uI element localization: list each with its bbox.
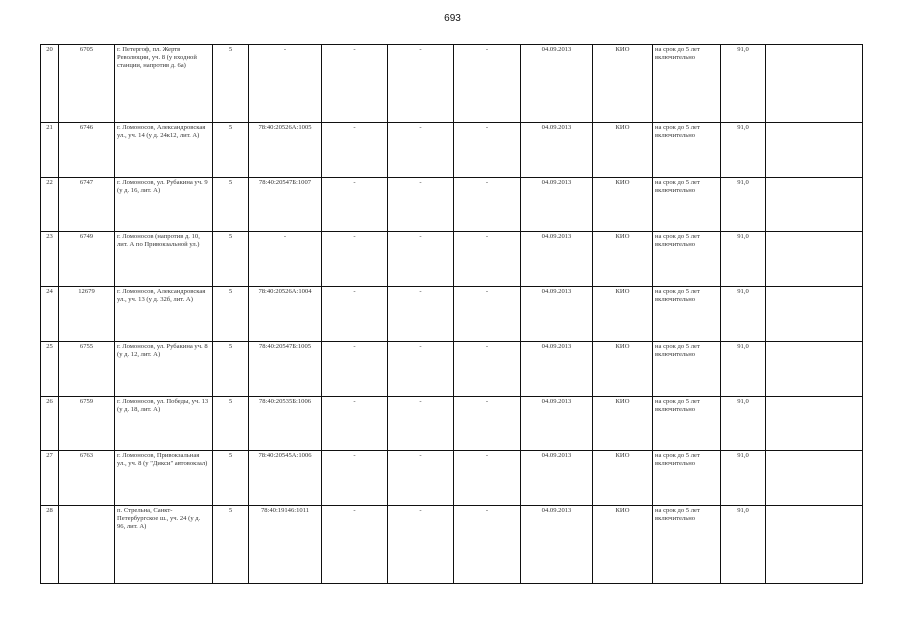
term: на срок до 5 лет включительно bbox=[653, 506, 721, 584]
date: 04.09.2013 bbox=[521, 177, 593, 232]
date: 04.09.2013 bbox=[521, 506, 593, 584]
term: на срок до 5 лет включительно bbox=[653, 287, 721, 342]
table-row bbox=[41, 341, 863, 396]
address: г. Ломоносов, Александровская ул., уч. 14 (у д. 24к12, лит. А) bbox=[115, 122, 213, 177]
date: 04.09.2013 bbox=[521, 45, 593, 123]
cell-6: - bbox=[388, 341, 454, 396]
object-id: 6759 bbox=[59, 396, 115, 451]
cadastral-number: - bbox=[249, 232, 322, 287]
empty-cell bbox=[766, 451, 863, 506]
value: 91,0 bbox=[721, 45, 766, 123]
value: 91,0 bbox=[721, 122, 766, 177]
cell-7: - bbox=[454, 506, 521, 584]
owner: КИО bbox=[593, 45, 653, 123]
cell-5: - bbox=[322, 122, 388, 177]
value: 91,0 bbox=[721, 287, 766, 342]
cell-7: - bbox=[454, 396, 521, 451]
category: 5 bbox=[213, 396, 249, 451]
owner: КИО bbox=[593, 232, 653, 287]
date: 04.09.2013 bbox=[521, 122, 593, 177]
empty-cell bbox=[766, 177, 863, 232]
row-number: 28 bbox=[41, 506, 59, 584]
row-number: 26 bbox=[41, 396, 59, 451]
registry-table bbox=[40, 44, 863, 584]
address: г. Ломоносов, ул. Победы, уч. 13 (у д. 18, лит. А) bbox=[115, 396, 213, 451]
cell-7: - bbox=[454, 451, 521, 506]
empty-cell bbox=[766, 287, 863, 342]
category: 5 bbox=[213, 506, 249, 584]
object-id: 6763 bbox=[59, 451, 115, 506]
date: 04.09.2013 bbox=[521, 232, 593, 287]
address: п. Стрельна, Санкт-Петербургское ш., уч. 24 (у д. 96, лит. А) bbox=[115, 506, 213, 584]
row-number: 27 bbox=[41, 451, 59, 506]
term: на срок до 5 лет включительно bbox=[653, 177, 721, 232]
empty-cell bbox=[766, 506, 863, 584]
value: 91,0 bbox=[721, 451, 766, 506]
cell-5: - bbox=[322, 287, 388, 342]
cadastral-number: 78:40:20547Б:1005 bbox=[249, 341, 322, 396]
date: 04.09.2013 bbox=[521, 451, 593, 506]
owner: КИО bbox=[593, 177, 653, 232]
table-row bbox=[41, 396, 863, 451]
table-row bbox=[41, 232, 863, 287]
row-number: 20 bbox=[41, 45, 59, 123]
table-row bbox=[41, 506, 863, 584]
cell-5: - bbox=[322, 451, 388, 506]
cadastral-number: - bbox=[249, 45, 322, 123]
term: на срок до 5 лет включительно bbox=[653, 232, 721, 287]
table-row bbox=[41, 287, 863, 342]
category: 5 bbox=[213, 45, 249, 123]
owner: КИО bbox=[593, 341, 653, 396]
cell-5: - bbox=[322, 232, 388, 287]
date: 04.09.2013 bbox=[521, 341, 593, 396]
address: г. Ломоносов, Привокзальная ул., уч. 8 (у "Дикси" автовокзал) bbox=[115, 451, 213, 506]
object-id: 12679 bbox=[59, 287, 115, 342]
cadastral-number: 78:40:19146:1011 bbox=[249, 506, 322, 584]
term: на срок до 5 лет включительно bbox=[653, 396, 721, 451]
category: 5 bbox=[213, 287, 249, 342]
category: 5 bbox=[213, 341, 249, 396]
cell-7: - bbox=[454, 341, 521, 396]
owner: КИО bbox=[593, 396, 653, 451]
object-id: 6755 bbox=[59, 341, 115, 396]
value: 91,0 bbox=[721, 177, 766, 232]
address: г. Петергоф, пл. Жертв Революции, уч. 8 (у входной станции, напротив д. 6а) bbox=[115, 45, 213, 123]
cell-6: - bbox=[388, 451, 454, 506]
cell-6: - bbox=[388, 177, 454, 232]
object-id: 6749 bbox=[59, 232, 115, 287]
value: 91,0 bbox=[721, 506, 766, 584]
empty-cell bbox=[766, 45, 863, 123]
empty-cell bbox=[766, 232, 863, 287]
owner: КИО bbox=[593, 506, 653, 584]
cell-5: - bbox=[322, 506, 388, 584]
object-id: 6747 bbox=[59, 177, 115, 232]
date: 04.09.2013 bbox=[521, 396, 593, 451]
registry-body bbox=[41, 45, 863, 584]
cadastral-number: 78:40:20535Б:1006 bbox=[249, 396, 322, 451]
value: 91,0 bbox=[721, 232, 766, 287]
value: 91,0 bbox=[721, 396, 766, 451]
address: г. Ломоносов, Александровская ул., уч. 13 (у д. 32б, лит. А) bbox=[115, 287, 213, 342]
owner: КИО bbox=[593, 287, 653, 342]
object-id: 6705 bbox=[59, 45, 115, 123]
value: 91,0 bbox=[721, 341, 766, 396]
cell-5: - bbox=[322, 396, 388, 451]
owner: КИО bbox=[593, 122, 653, 177]
table-row bbox=[41, 451, 863, 506]
address: г. Ломоносов, ул. Рубакина уч. 8 (у д. 12, лит. А) bbox=[115, 341, 213, 396]
term: на срок до 5 лет включительно bbox=[653, 45, 721, 123]
cell-6: - bbox=[388, 122, 454, 177]
object-id: 6746 bbox=[59, 122, 115, 177]
cell-6: - bbox=[388, 232, 454, 287]
row-number: 23 bbox=[41, 232, 59, 287]
cadastral-number: 78:40:20547Б:1007 bbox=[249, 177, 322, 232]
address: г. Ломоносов (напротив д. 10, лит. А по Привокзальной ул.) bbox=[115, 232, 213, 287]
cell-6: - bbox=[388, 45, 454, 123]
address: г. Ломоносов, ул. Рубакина уч. 9 (у д. 16, лит. А) bbox=[115, 177, 213, 232]
cadastral-number: 78:40:20526А:1005 bbox=[249, 122, 322, 177]
cell-5: - bbox=[322, 45, 388, 123]
page-number: 693 bbox=[444, 13, 461, 24]
category: 5 bbox=[213, 122, 249, 177]
row-number: 22 bbox=[41, 177, 59, 232]
cell-5: - bbox=[322, 341, 388, 396]
table-row bbox=[41, 177, 863, 232]
cell-7: - bbox=[454, 177, 521, 232]
table-row bbox=[41, 122, 863, 177]
term: на срок до 5 лет включительно bbox=[653, 122, 721, 177]
term: на срок до 5 лет включительно bbox=[653, 451, 721, 506]
owner: КИО bbox=[593, 451, 653, 506]
term: на срок до 5 лет включительно bbox=[653, 341, 721, 396]
row-number: 25 bbox=[41, 341, 59, 396]
row-number: 21 bbox=[41, 122, 59, 177]
category: 5 bbox=[213, 177, 249, 232]
cell-7: - bbox=[454, 232, 521, 287]
object-id bbox=[59, 506, 115, 584]
cell-5: - bbox=[322, 177, 388, 232]
empty-cell bbox=[766, 396, 863, 451]
cell-6: - bbox=[388, 287, 454, 342]
cell-6: - bbox=[388, 396, 454, 451]
row-number: 24 bbox=[41, 287, 59, 342]
cell-7: - bbox=[454, 287, 521, 342]
cell-7: - bbox=[454, 45, 521, 123]
category: 5 bbox=[213, 451, 249, 506]
category: 5 bbox=[213, 232, 249, 287]
empty-cell bbox=[766, 122, 863, 177]
table-row bbox=[41, 45, 863, 123]
cell-6: - bbox=[388, 506, 454, 584]
cadastral-number: 78:40:20545А:1006 bbox=[249, 451, 322, 506]
cell-7: - bbox=[454, 122, 521, 177]
cadastral-number: 78:40:20526А:1004 bbox=[249, 287, 322, 342]
date: 04.09.2013 bbox=[521, 287, 593, 342]
empty-cell bbox=[766, 341, 863, 396]
